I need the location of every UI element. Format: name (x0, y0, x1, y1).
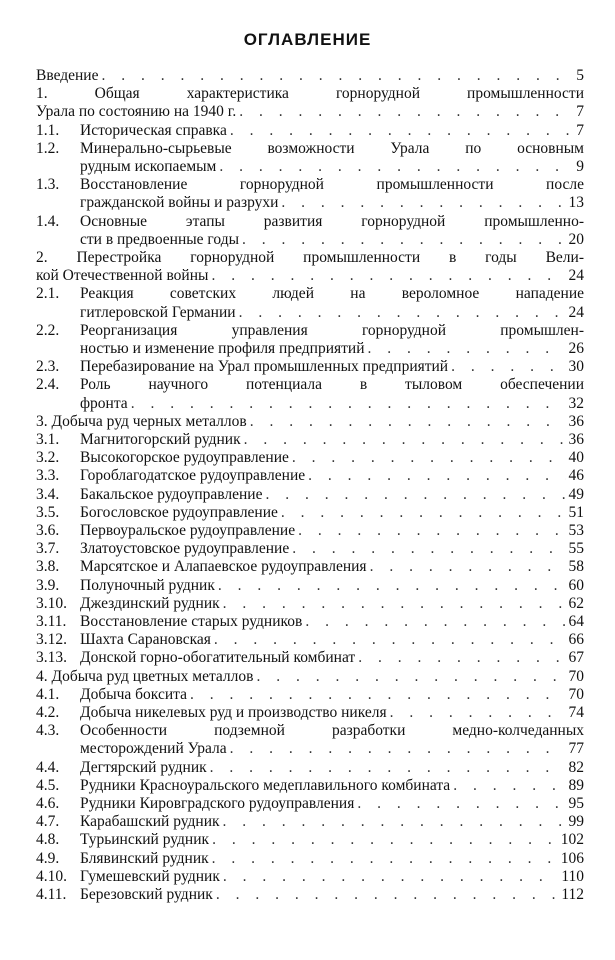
toc-entry-text: Блявинский рудник (80, 849, 209, 867)
toc-entry (36, 850, 584, 868)
toc-entry-line (80, 649, 584, 667)
toc-entry (36, 759, 584, 777)
toc-entry-number: 3.11. (36, 612, 67, 630)
toc-entry-line (80, 868, 584, 886)
toc-entry (36, 504, 584, 522)
toc-entry-line (80, 486, 584, 504)
toc-entry-text: Добыча боксита (80, 685, 187, 703)
toc-entry-number: 4.11. (36, 886, 67, 903)
toc-entry-text: Минерально-сырьевые возможности Урала по основным (80, 139, 584, 157)
toc-page-number: 49 (568, 485, 584, 503)
toc-entry-text: Донской горно-обогатительный комбинат (80, 649, 356, 667)
toc-entry-text: Шахта Сарановская (80, 631, 211, 649)
toc-entry-text: Восстановление горнорудной промышленности после (80, 176, 584, 194)
toc-entry-text: рудным ископаемым (80, 157, 217, 175)
toc-page-number: 24 (568, 303, 584, 321)
toc-entry-number: 4.8. (36, 831, 60, 849)
toc-entry-text: Турьинский рудник (80, 831, 210, 849)
toc-entry-text: Полуночный рудник (80, 576, 215, 594)
toc-entry (36, 722, 584, 758)
dot-leader (250, 413, 566, 431)
toc-entry-line (80, 740, 584, 758)
toc-entry-text: Дегтярский рудник (80, 758, 207, 776)
toc-entry-text: Богословское рудоуправление (80, 503, 278, 521)
toc-entry (36, 704, 584, 722)
dot-leader (244, 431, 566, 449)
toc-entry-line (80, 686, 584, 704)
toc-entry-text: Перебазирование на Урал промышленных предприятий (80, 358, 449, 376)
toc-entry-text: Историческая справка (80, 121, 227, 139)
toc-page-number: 60 (568, 576, 584, 594)
toc-entry-line (80, 831, 584, 849)
toc-entry-number: 3.8. (36, 558, 60, 576)
toc-page-number: 24 (568, 267, 584, 285)
toc-page-number: 7 (576, 121, 584, 139)
toc-entry (36, 540, 584, 558)
toc-entry-line (80, 395, 584, 413)
toc-entry-text: 4. Добыча руд цветных металлов (36, 667, 254, 685)
toc-entry-line (80, 449, 584, 467)
toc-entry (36, 813, 584, 831)
toc-entry-number: 3.9. (36, 576, 60, 594)
dot-leader (239, 103, 573, 121)
dot-leader (223, 868, 558, 886)
toc-entry-number: 3.12. (36, 631, 67, 649)
toc-page-number: 36 (568, 412, 584, 430)
toc-entry-line (80, 340, 584, 358)
toc-entry-number: 2.2. (36, 321, 60, 339)
toc-entry-line (80, 613, 584, 631)
page-title: ОГЛАВЛЕНИЕ (243, 30, 372, 49)
toc-entry (36, 886, 584, 904)
toc-page-number: 67 (568, 649, 584, 667)
dot-leader (370, 558, 566, 576)
toc-entry-line (80, 777, 584, 795)
toc-entry-number: 4.2. (36, 703, 60, 721)
toc-entry-number: 4.6. (36, 794, 60, 812)
dot-leader (390, 704, 566, 722)
toc-page-number: 70 (568, 667, 584, 685)
toc-entry-text: сти в предвоенные годы (80, 230, 239, 248)
toc-entry (36, 140, 584, 176)
toc-entry-number: 1.4. (36, 212, 60, 230)
dot-leader (239, 304, 566, 322)
toc-entry-text: Рудники Кировградского рудоуправления (80, 794, 355, 812)
toc-entry-text: Введение (36, 67, 99, 84)
dot-leader (358, 649, 565, 667)
toc-entry-number: 3.3. (36, 467, 60, 485)
toc-page-number: 30 (568, 358, 584, 376)
toc-entry-line (36, 413, 584, 431)
dot-leader (308, 467, 565, 485)
toc-entry (36, 322, 584, 358)
toc-entry-number: 2.3. (36, 358, 60, 376)
toc-page-number: 77 (568, 740, 584, 758)
dot-leader (190, 686, 566, 704)
toc-page-number: 53 (568, 521, 584, 539)
toc-entry (36, 613, 584, 631)
toc-entry-text: Урала по состоянию на 1940 г. (36, 103, 237, 121)
toc-entry-line (80, 759, 584, 777)
dot-leader (292, 449, 566, 467)
toc-entry (36, 467, 584, 485)
toc-entry-line (80, 304, 584, 322)
toc-entry (36, 285, 584, 321)
dot-leader (256, 668, 565, 686)
toc-entry-text: Карабашский рудник (80, 813, 220, 831)
toc-page-number: 95 (568, 794, 584, 812)
dot-leader (216, 886, 559, 904)
toc-entry-text: Восстановление старых рудников (80, 612, 303, 630)
toc-entry-text: Бакальское рудоуправление (80, 485, 263, 503)
toc-entry-text: Рудники Красноуральского медеплавильного комбината (80, 776, 451, 794)
toc-entry-number: 3.1. (36, 430, 60, 448)
table-of-contents (36, 67, 584, 904)
toc-entry-line (80, 558, 584, 576)
toc-entry-number: 3.5. (36, 503, 60, 521)
dot-leader (242, 231, 566, 249)
toc-page-number: 40 (568, 449, 584, 467)
toc-entry-number: 4.10. (36, 867, 67, 885)
dot-leader (230, 122, 573, 140)
toc-entry-text: кой Отечественной войны (36, 267, 209, 285)
dot-leader (265, 486, 565, 504)
toc-entry (36, 213, 584, 249)
toc-page-number: 36 (568, 430, 584, 448)
toc-entry-text: гитлеровской Германии (80, 303, 236, 321)
toc-entry-line (80, 813, 584, 831)
toc-entry-line (80, 850, 584, 868)
toc-entry (36, 831, 584, 849)
toc-entry-text: гражданской войны и разрухи (80, 194, 279, 212)
toc-entry (36, 376, 584, 412)
toc-entry-line (80, 467, 584, 485)
dot-leader (305, 613, 565, 631)
dot-leader (212, 850, 558, 868)
toc-page-number: 74 (568, 703, 584, 721)
dot-leader (223, 813, 566, 831)
toc-entry-number: 2.1. (36, 285, 60, 303)
toc-entry-line (80, 122, 584, 140)
toc-entry-number: 1.1. (36, 121, 60, 139)
toc-entry (36, 795, 584, 813)
dot-leader (451, 358, 565, 376)
toc-entry-line (36, 668, 584, 686)
toc-entry-number: 2.4. (36, 376, 60, 394)
dot-leader (453, 777, 565, 795)
toc-entry (36, 777, 584, 795)
dot-leader (281, 504, 566, 522)
toc-entry (36, 522, 584, 540)
dot-leader (368, 340, 566, 358)
toc-entry-number: 3.13. (36, 649, 67, 667)
toc-entry-text: Реакция советских людей на вероломное нападение (80, 285, 584, 303)
toc-entry-text: Златоустовское рудоуправление (80, 540, 290, 558)
toc-page-number: 89 (568, 776, 584, 794)
toc-entry-number: 4.5. (36, 776, 60, 794)
toc-entry-text: фронта (80, 394, 128, 412)
toc-page-number: 110 (561, 867, 584, 885)
toc-page-number: 26 (568, 339, 584, 357)
dot-leader (101, 67, 573, 85)
toc-entry-text: Первоуральское рудоуправление (80, 521, 296, 539)
toc-entry-line (80, 577, 584, 595)
toc-page-number: 13 (568, 194, 584, 212)
toc-entry-text: Основные этапы развития горнорудной промышленно- (80, 212, 584, 230)
toc-entry (36, 413, 584, 431)
toc-entry-number: 3.2. (36, 449, 60, 467)
toc-page-number: 20 (568, 230, 584, 248)
toc-entry (36, 358, 584, 376)
dot-leader (210, 759, 566, 777)
toc-entry-text: Высокогорское рудоуправление (80, 449, 289, 467)
dot-leader (212, 831, 558, 849)
toc-entry-text: Марсятское и Алапаевское рудоуправления (80, 558, 367, 576)
toc-entry-text: Реорганизация управления горнорудной промышлен- (80, 321, 584, 339)
toc-entry-text: Джездинский рудник (80, 594, 220, 612)
toc-entry-line (80, 522, 584, 540)
toc-entry-text: 2. Перестройка горнорудной промышленности в годы Вели- (36, 248, 584, 266)
toc-entry-line (36, 67, 584, 85)
toc-page-number: 55 (568, 540, 584, 558)
toc-entry-number: 3.7. (36, 540, 60, 558)
toc-page-number: 51 (568, 503, 584, 521)
toc-page-number: 66 (568, 631, 584, 649)
toc-entry-line (80, 158, 584, 176)
toc-entry-text: Березовский рудник (80, 886, 213, 903)
dot-leader (218, 577, 566, 595)
toc-entry-text: Добыча никелевых руд и производство никеля (80, 703, 387, 721)
toc-entry-line (80, 231, 584, 249)
toc-entry-line (36, 103, 584, 121)
toc-page-number: 112 (561, 886, 584, 903)
toc-page-number: 70 (568, 685, 584, 703)
toc-entry-line (36, 267, 584, 285)
toc-entry (36, 85, 584, 121)
toc-entry (36, 668, 584, 686)
toc-page-number: 5 (576, 67, 584, 84)
toc-page-number: 82 (568, 758, 584, 776)
dot-leader (211, 267, 565, 285)
toc-entry-number: 4.1. (36, 685, 60, 703)
toc-page-number: 102 (560, 831, 584, 849)
toc-page-number: 7 (576, 103, 584, 121)
toc-page-number: 9 (576, 157, 584, 175)
toc-entry-number: 3.10. (36, 594, 67, 612)
toc-entry (36, 486, 584, 504)
dot-leader (214, 631, 566, 649)
toc-entry-line (80, 431, 584, 449)
toc-entry-number: 4.4. (36, 758, 60, 776)
toc-entry (36, 249, 584, 285)
toc-entry-line (80, 358, 584, 376)
toc-entry (36, 449, 584, 467)
toc-page-number: 62 (568, 594, 584, 612)
dot-leader (292, 540, 565, 558)
toc-entry-text: Роль научного потенциала в тыловом обеспечении (80, 376, 584, 394)
toc-page-number: 64 (568, 612, 584, 630)
toc-page-number: 32 (568, 394, 584, 412)
toc-entry-text: 1. Общая характеристика горнорудной промышленности (36, 85, 584, 103)
toc-page-number: 106 (560, 849, 584, 867)
toc-entry-line (80, 540, 584, 558)
dot-leader (298, 522, 565, 540)
toc-entry-line (80, 631, 584, 649)
toc-entry (36, 67, 584, 85)
toc-entry-number: 3.4. (36, 485, 60, 503)
dot-leader (281, 194, 565, 212)
toc-entry-text: ностью и изменение профиля предприятий (80, 339, 365, 357)
toc-page-number: 46 (568, 467, 584, 485)
toc-entry-number: 1.2. (36, 139, 60, 157)
toc-page-number: 99 (568, 813, 584, 831)
toc-entry (36, 595, 584, 613)
dot-leader (131, 395, 566, 413)
toc-entry-line (80, 595, 584, 613)
toc-entry-text: Магнитогорский рудник (80, 430, 241, 448)
toc-entry-number: 4.7. (36, 813, 60, 831)
toc-entry-number: 4.9. (36, 849, 60, 867)
toc-entry-text: 3. Добыча руд черных металлов (36, 412, 247, 430)
toc-entry-line (80, 795, 584, 813)
toc-entry (36, 577, 584, 595)
toc-entry (36, 868, 584, 886)
toc-entry-text: Гороблагодатское рудоуправление (80, 467, 306, 485)
toc-entry-line (80, 194, 584, 212)
toc-entry-line (80, 704, 584, 722)
toc-entry-text: Особенности подземной разработки медно-колчеданных (80, 722, 584, 740)
toc-entry (36, 558, 584, 576)
toc-entry (36, 431, 584, 449)
dot-leader (223, 595, 566, 613)
toc-entry (36, 176, 584, 212)
dot-leader (357, 795, 565, 813)
toc-entry (36, 631, 584, 649)
toc-entry-text: месторождений Урала (80, 740, 227, 758)
dot-leader (219, 158, 573, 176)
toc-entry-line (80, 504, 584, 522)
toc-entry-number: 1.3. (36, 176, 60, 194)
toc-entry-number: 4.3. (36, 722, 60, 740)
toc-page-number: 58 (568, 558, 584, 576)
toc-entry (36, 686, 584, 704)
toc-entry (36, 649, 584, 667)
toc-entry-text: Гумешевский рудник (80, 867, 220, 885)
toc-entry (36, 122, 584, 140)
toc-entry-line (80, 886, 584, 904)
dot-leader (230, 740, 566, 758)
toc-entry-number: 3.6. (36, 521, 60, 539)
